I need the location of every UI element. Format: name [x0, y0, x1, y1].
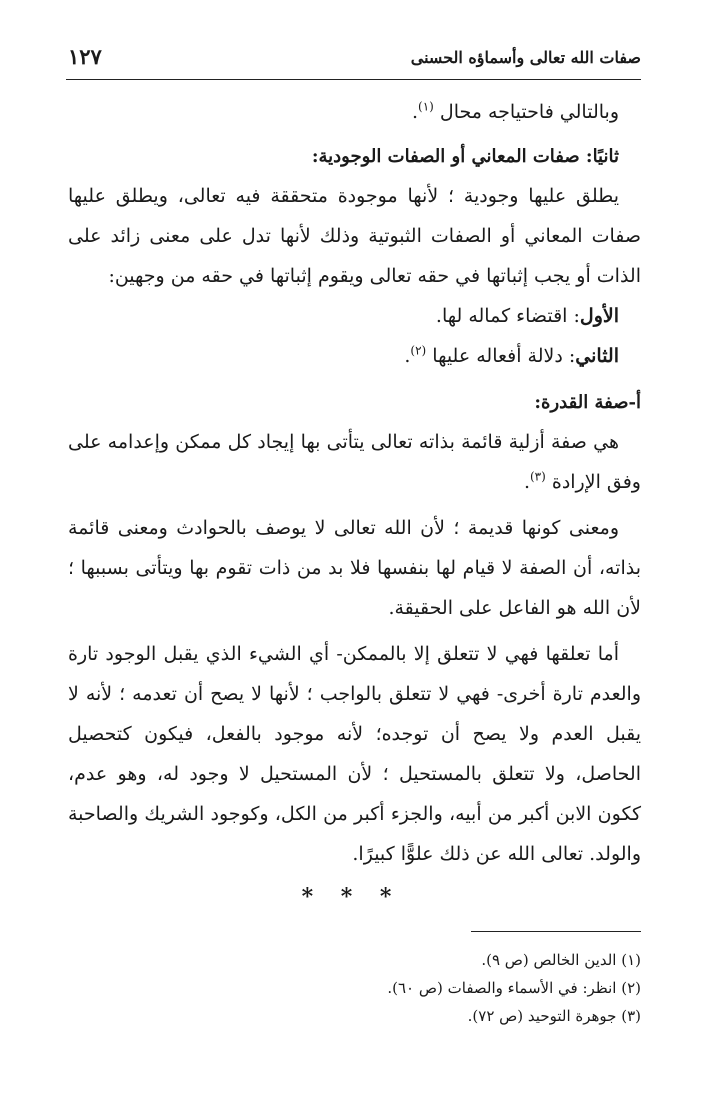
intro-text: وبالتالي فاحتياجه محال	[439, 101, 619, 123]
paragraph-3: ومعنى كونها قديمة ؛ لأن الله تعالى لا يوصف بالحوادث ومعنى قائمة بذاته، أن الصفة لا قيام لها بنفسها فلا بد من ذات تقوم بها ويتأتى بسببها ؛ لأن الله هو الفاعل على الحقيقة.	[68, 517, 641, 619]
header-divider	[66, 79, 641, 80]
paragraph-4: أما تعلقها فهي لا تتعلق إلا بالممكن- أي الشيء الذي يقبل الوجود تارة والعدم تارة أخرى- فهي لا تتعلق بالواجب ؛ لأنها لا يصح أن تعدمه ؛ لأنه لا يقبل العدم ولا يصح أن توجده؛ لأنه موجود بالفعل، فيكون كتحصيل الحاصل، ولا تتعلق بالمستحيل ؛ لأن المستحيل لا وجود له، وهو عدم، ككون الابن أكبر من أبيه، والجزء أكبر من الكل، وكوجود الشريك والصاحبة والولد. تعالى الله عن ذلك علوًّا كبيرًا.	[68, 643, 641, 865]
main-text	[68, 92, 641, 874]
first-label: الأول	[579, 305, 619, 327]
page-number: ١٢٧	[68, 44, 102, 69]
intro-line: وبالتالي فاحتياجه محال $^{(١)}$.	[411, 99, 619, 123]
second-label: الثاني	[575, 345, 619, 367]
second-text: : دلالة أفعاله عليها	[432, 345, 576, 367]
footnote-ref-1[interactable]: (١)	[418, 99, 434, 114]
second-aspect: الثاني: دلالة أفعاله عليها $^{(٢)}$.	[404, 343, 619, 367]
first-aspect	[68, 296, 641, 336]
section-separator: * * *	[301, 884, 402, 910]
paragraph-2-text: هي صفة أزلية قائمة بذاته تعالى يتأتى بها إيجاد كل ممكن وإعدامه على وفق الإرادة	[68, 431, 641, 493]
footnote-ref-3[interactable]: (٣)	[529, 469, 546, 484]
footnote-3: (٣) جوهرة التوحيد (ص ٧٢).	[467, 1007, 641, 1025]
footnote-1: (١) الدين الخالص (ص ٩).	[481, 951, 641, 969]
paragraph-2: هي صفة أزلية قائمة بذاته تعالى يتأتى بها إيجاد كل ممكن وإعدامه على وفق الإرادة $^{(٣)}$.	[68, 431, 641, 493]
section-heading: ثانيًا: صفات المعاني أو الصفات الوجودية:	[311, 146, 619, 167]
header-title: صفات الله تعالى وأسماؤه الحسنى	[410, 48, 641, 67]
running-header	[68, 44, 641, 78]
footnote-divider	[471, 931, 641, 932]
sub-heading: أ-صفة القدرة:	[534, 392, 641, 413]
first-text: : اقتضاء كماله لها.	[435, 305, 580, 327]
paragraph-1: يطلق عليها وجودية ؛ لأنها موجودة متحققة فيه تعالى، ويطلق عليها صفات المعاني أو الصفات الثبوتية وذلك لأنها تدل على معنى زائد على الذات أو يجب إثباتها في حقه تعالى ويقوم إثباتها في حقه من وجهين:	[68, 185, 641, 287]
footnotes	[68, 946, 641, 1030]
footnote-ref-2[interactable]: (٢)	[410, 343, 427, 358]
footnote-2: (٢) انظر: في الأسماء والصفات (ص ٦٠).	[387, 979, 641, 997]
